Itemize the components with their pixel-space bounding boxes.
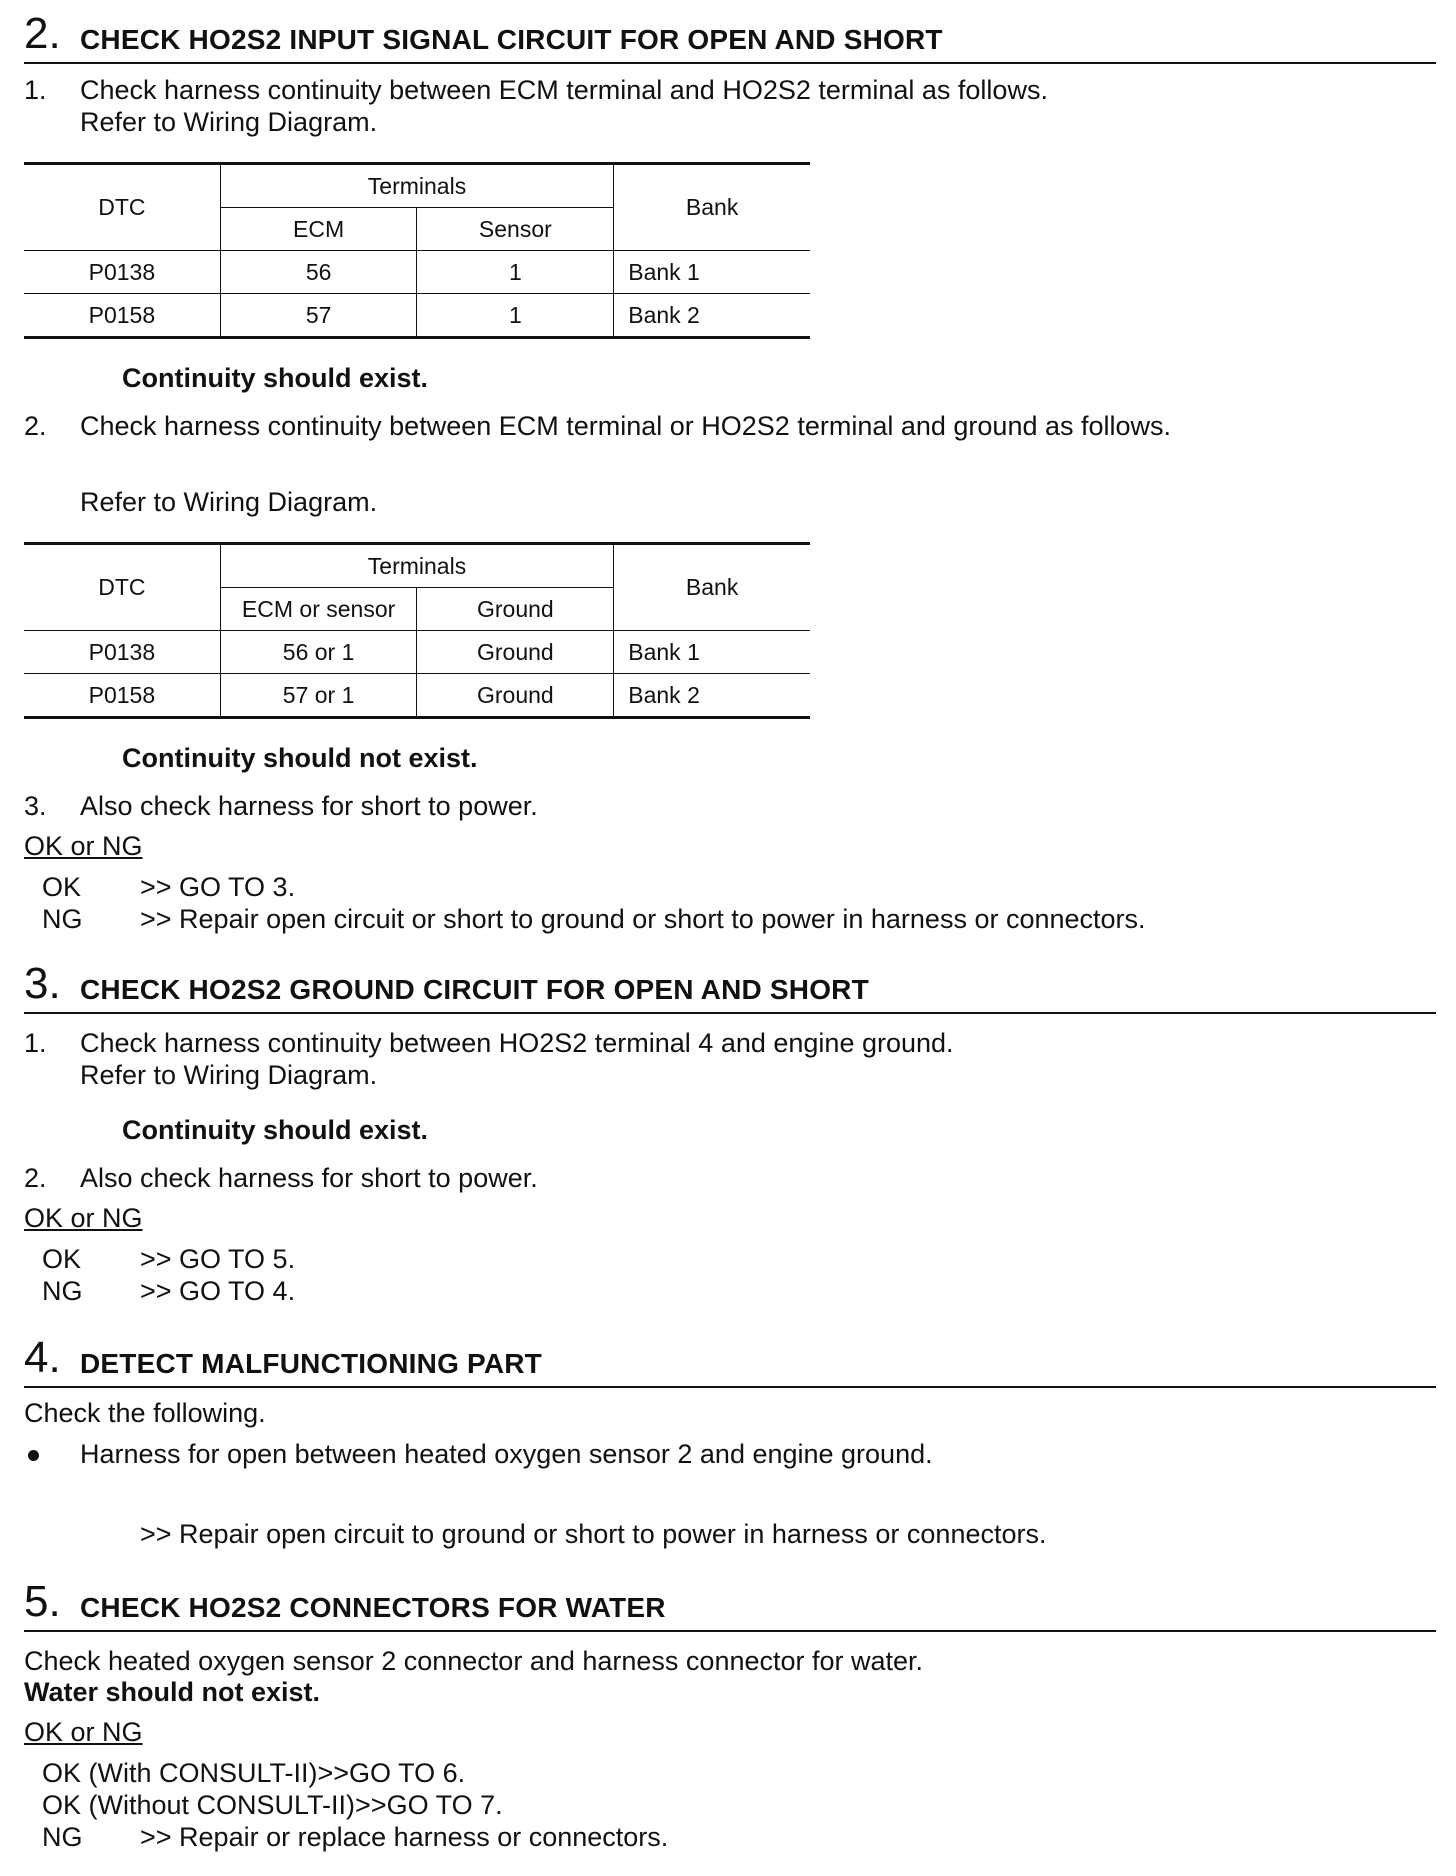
step-2-item-2-ref: Refer to Wiring Diagram.	[80, 487, 378, 517]
step-2-ok-label: OK	[42, 872, 82, 902]
step-2-item-3-num: 3.	[24, 791, 47, 821]
step-4-bullet-text: Harness for open between heated oxygen sensor 2 and engine ground.	[80, 1439, 933, 1469]
table-1-row-1-ecm: 56	[220, 251, 417, 294]
step-4-action: >> Repair open circuit to ground or short to power in harness or connectors.	[140, 1519, 1047, 1549]
step-3-item-1-text: Check harness continuity between HO2S2 terminal 4 and engine ground.	[80, 1028, 954, 1058]
step-3-item-1-num: 1.	[24, 1028, 47, 1058]
table-1-row-2-dtc: P0158	[24, 294, 220, 338]
step-5-ng-action: >> Repair or replace harness or connectors.	[140, 1822, 669, 1852]
table-row	[24, 631, 810, 674]
terminals-table-2	[24, 542, 810, 719]
table-1-header-terminals: Terminals	[220, 164, 613, 208]
table-1-row-2-sensor: 1	[417, 294, 614, 338]
step-2-item-1-ref: Refer to Wiring Diagram.	[80, 107, 378, 137]
table-row	[24, 251, 810, 294]
step-5-ok-with: OK (With CONSULT-II)>>GO TO 6.	[42, 1758, 466, 1788]
step-3-item-2-num: 2.	[24, 1163, 47, 1193]
step-2-item-2-text: Check harness continuity between ECM terminal or HO2S2 terminal and ground as follows.	[80, 411, 1172, 441]
step-2-item-1-num: 1.	[24, 75, 47, 105]
table-2-row-2-ground: Ground	[417, 674, 614, 718]
step-2-title: CHECK HO2S2 INPUT SIGNAL CIRCUIT FOR OPEN AND SHORT	[80, 24, 943, 55]
bullet-icon	[28, 1450, 39, 1461]
table-2-row-2-ecm: 57 or 1	[220, 674, 417, 718]
step-3-ng-action: >> GO TO 4.	[140, 1276, 296, 1306]
table-1-row-1-bank: Bank 1	[614, 251, 810, 294]
table-2-row-1-ecm: 56 or 1	[220, 631, 417, 674]
step-3-ok-label: OK	[42, 1244, 82, 1274]
table-1-row-1-dtc: P0138	[24, 251, 220, 294]
table-2-header-bank: Bank	[614, 544, 810, 631]
step-2-item-1-text: Check harness continuity between ECM terminal and HO2S2 terminal as follows.	[80, 75, 1048, 105]
table-2-row-2-dtc: P0158	[24, 674, 220, 718]
step-2-ng-label: NG	[42, 904, 83, 934]
table-1-row-1-sensor: 1	[417, 251, 614, 294]
step-5-result: Water should not exist.	[24, 1677, 321, 1707]
step-4-intro: Check the following.	[24, 1398, 266, 1428]
step-5-number: 5.	[24, 1577, 61, 1626]
step-3-result-1: Continuity should exist.	[122, 1115, 429, 1145]
table-1-row-2-ecm: 57	[220, 294, 417, 338]
step-3-item-1-ref: Refer to Wiring Diagram.	[80, 1060, 378, 1090]
table-2-row-2-bank: Bank 2	[614, 674, 810, 718]
step-5-line-1: Check heated oxygen sensor 2 connector and harness connector for water.	[24, 1646, 924, 1676]
table-1-header-sensor: Sensor	[417, 208, 614, 251]
step-3-header	[24, 950, 1436, 1014]
step-5-ok-or-ng: OK or NG	[24, 1717, 143, 1747]
step-5-title: CHECK HO2S2 CONNECTORS FOR WATER	[80, 1592, 666, 1623]
step-2-header	[24, 0, 1436, 64]
step-2-ok-action: >> GO TO 3.	[140, 872, 296, 902]
table-2-header-ecm-or-sensor: ECM or sensor	[220, 588, 417, 631]
step-2-ng-action: >> Repair open circuit or short to ground or short to power in harness or connectors.	[140, 904, 1146, 934]
table-row	[24, 674, 810, 718]
table-2-header-ground: Ground	[417, 588, 614, 631]
table-2-row-1-ground: Ground	[417, 631, 614, 674]
step-5-header	[24, 1568, 1436, 1632]
terminals-table-1	[24, 162, 810, 339]
step-2-ok-or-ng: OK or NG	[24, 831, 143, 861]
step-3-ok-action: >> GO TO 5.	[140, 1244, 296, 1274]
table-2-header-dtc: DTC	[24, 544, 220, 631]
step-3-number: 3.	[24, 959, 61, 1008]
step-2-result-2: Continuity should not exist.	[122, 743, 478, 773]
table-2-row-1-dtc: P0138	[24, 631, 220, 674]
step-3-ng-label: NG	[42, 1276, 83, 1306]
step-3-item-2-text: Also check harness for short to power.	[80, 1163, 538, 1193]
table-1-row-2-bank: Bank 2	[614, 294, 810, 338]
step-5-ng-label: NG	[42, 1822, 83, 1852]
step-4-header	[24, 1324, 1436, 1388]
step-2-item-3-text: Also check harness for short to power.	[80, 791, 538, 821]
step-5-ok-without: OK (Without CONSULT-II)>>GO TO 7.	[42, 1790, 503, 1820]
table-2-header-terminals: Terminals	[220, 544, 614, 588]
step-3-ok-or-ng: OK or NG	[24, 1203, 143, 1233]
step-4-title: DETECT MALFUNCTIONING PART	[80, 1348, 542, 1379]
step-3-title: CHECK HO2S2 GROUND CIRCUIT FOR OPEN AND SHORT	[80, 974, 869, 1005]
step-4-number: 4.	[24, 1333, 61, 1382]
step-2-number: 2.	[24, 9, 61, 58]
step-2-result-1: Continuity should exist.	[122, 363, 429, 393]
table-1-header-dtc: DTC	[24, 164, 220, 251]
step-2-item-2-num: 2.	[24, 411, 47, 441]
table-row	[24, 294, 810, 338]
table-1-header-bank: Bank	[614, 164, 810, 251]
table-2-row-1-bank: Bank 1	[614, 631, 810, 674]
table-1-header-ecm: ECM	[220, 208, 417, 251]
